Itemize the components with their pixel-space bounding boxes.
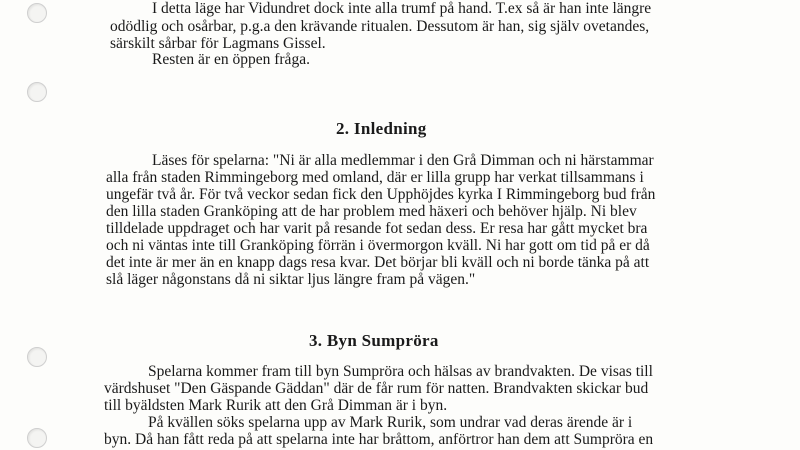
section-2-line: ungefär två år. För två veckor sedan fick den Upphöjdes kyrka I Rimmingeborg bud från bbox=[106, 186, 656, 203]
section-3-line: byn. Då han fått reda på att spelarna inte har bråttom, anförtror han dem att Sumpröra en bbox=[104, 431, 654, 448]
section-2-line: Läses för spelarna: "Ni är alla medlemmar i den Grå Dimman och ni härstammar bbox=[152, 152, 654, 169]
binder-hole bbox=[27, 428, 47, 448]
section-2-line: alla från staden Rimmingeborg med omland, där er lilla grupp har verkat tillsammans i bbox=[106, 169, 644, 186]
section-3-line: värdshuset "Den Gäspande Gäddan" där de får rum för natten. Brandvakten skickar bud bbox=[104, 380, 649, 397]
intro-line: särskilt sårbar för Lagmans Gissel. bbox=[110, 35, 326, 52]
section-2-line: och ni väntas inte till Granköping förrän i övermorgon kväll. Ni har gott om tid på er då bbox=[106, 237, 650, 254]
section-heading-inledning: 2. Inledning bbox=[336, 119, 427, 138]
section-3-line: Spelarna kommer fram till byn Sumpröra och hälsas av brandvakten. De visas till bbox=[148, 363, 653, 380]
section-3-line: På kvällen söks spelarna upp av Mark Rurik, som undrar vad deras ärende är i bbox=[148, 414, 633, 431]
section-heading-byn-sumprora: 3. Byn Sumpröra bbox=[309, 331, 439, 350]
section-2-line: det inte är mer än en knapp dags resa kvar. Det börjar bli kväll och ni borde tänka på att bbox=[106, 254, 650, 271]
binder-hole bbox=[27, 347, 47, 367]
section-3-line: till byäldsten Mark Rurik att den Grå Dimman är i byn. bbox=[104, 397, 448, 414]
section-2-line: den lilla staden Granköping att de har problem med häxeri och behöver hjälp. Ni blev bbox=[106, 203, 637, 220]
intro-line: Resten är en öppen fråga. bbox=[152, 51, 310, 68]
section-2-line: tilldelade uppdraget och har varit på resande fot sedan dess. Er resa har gått mycket bra bbox=[106, 220, 648, 237]
binder-hole bbox=[27, 82, 47, 102]
binder-hole bbox=[27, 3, 47, 23]
intro-line: I detta läge har Vidundret dock inte alla trumf på hand. T.ex så är han inte längre bbox=[152, 0, 652, 17]
intro-line: odödlig och osårbar, p.g.a den krävande ritualen. Dessutom är han, sig själv ovetandes, bbox=[110, 18, 650, 35]
section-2-line: slå läger någonstans då ni siktar ljus längre fram på vägen." bbox=[106, 271, 476, 288]
